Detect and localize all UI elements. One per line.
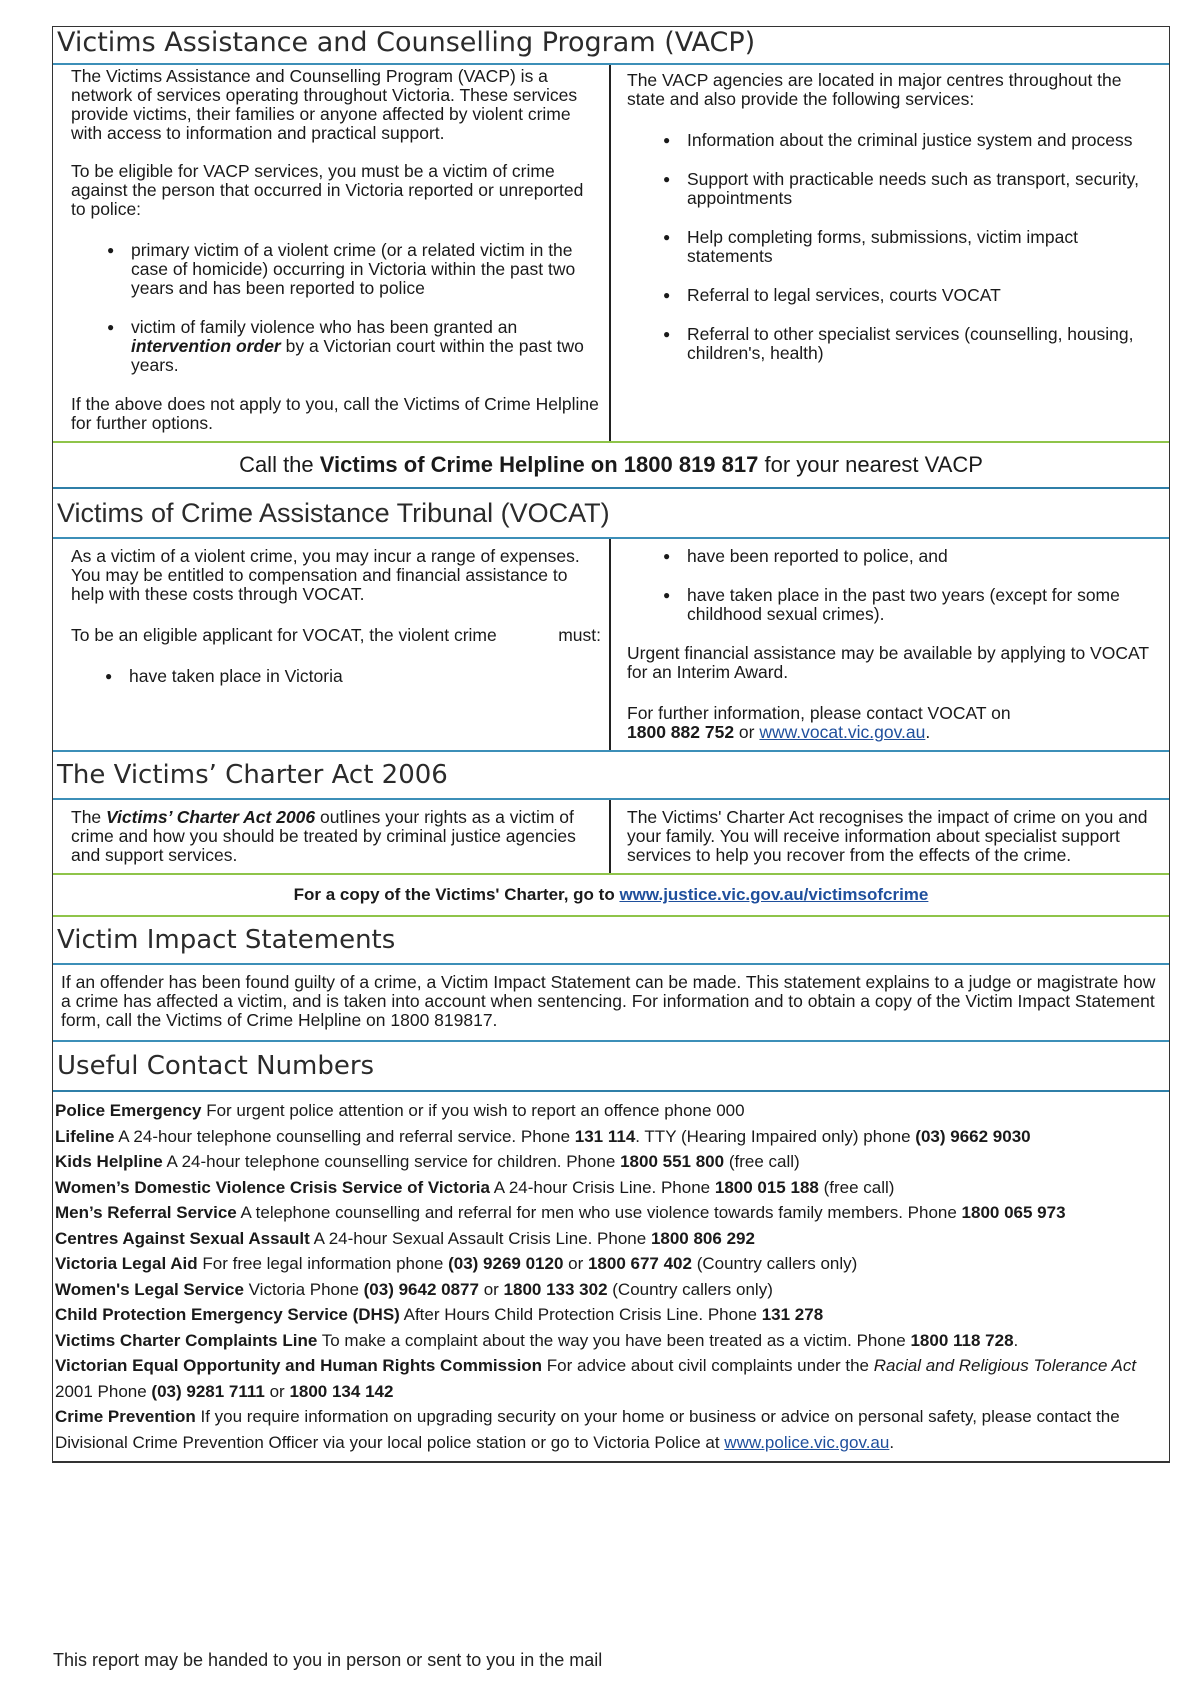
contact-row-womens-legal	[55, 1277, 1165, 1303]
contact-text: A 24-hour telephone counselling service for children. Phone	[162, 1152, 621, 1171]
contact-text: (free call)	[724, 1152, 800, 1171]
police-website-link[interactable]: www.police.vic.gov.au	[724, 1432, 890, 1452]
contact-row-charter-complaints	[55, 1328, 1165, 1354]
contact-phone: 1800 065 973	[961, 1203, 1066, 1222]
contact-text: .	[925, 722, 931, 742]
charter-description	[71, 808, 601, 865]
charter-left-column	[53, 800, 611, 873]
contact-phone: 1800 551 800	[620, 1152, 725, 1171]
vocat-section-title: Victims of Crime Assistance Tribunal (VOCAT)	[53, 489, 1169, 539]
contact-row-lifeline	[55, 1124, 1165, 1150]
list-item: ● have been reported to police, and	[687, 547, 1159, 566]
contact-text: .	[1013, 1330, 1019, 1350]
contact-text: A telephone counselling and referral for men who use violence towards family members. Phone	[236, 1203, 962, 1222]
list-item	[131, 318, 601, 375]
vocat-right-column	[611, 539, 1169, 750]
contact-text: A 24-hour telephone counselling and referral service. Phone	[114, 1126, 575, 1146]
list-item: ● have taken place in the past two years (except for some childhood sexual crimes).	[687, 586, 1159, 624]
vacp-closing: If the above does not apply to you, call the Victims of Crime Helpline for further options.	[71, 394, 599, 433]
contact-phone: 131 114	[574, 1126, 636, 1146]
contact-name: Men’s Referral Service	[55, 1203, 237, 1222]
contact-phone: (03) 9269 0120	[448, 1254, 564, 1273]
impact-body: If an offender has been found guilty of a crime, a Victim Impact Statement can be made. This statement explains to a judge or magistrate how a crime has affected a victim, and is taken into account when sentencing. For information and to obtain a copy of the Victim Impact Statement form, call the Victims of Crime Helpline on 1800 819817.	[53, 965, 1169, 1042]
justice-website-link[interactable]: www.justice.vic.gov.au/victimsofcrime	[619, 885, 929, 904]
list-item: ● Referral to legal services, courts VOCAT	[687, 286, 1159, 305]
eligibility-must: must:	[558, 625, 601, 645]
callout-text: Call the	[239, 452, 320, 477]
vacp-eligibility: To be eligible for VACP services, you must be a victim of crime against the person that occurred in Victoria reported or unreported to police:	[71, 161, 584, 219]
contact-name: Crime Prevention	[55, 1407, 196, 1426]
bullet-text: by a Victorian court within the past two years.	[131, 336, 584, 375]
contact-text: A 24-hour Sexual Assault Crisis Line. Phone	[309, 1228, 651, 1248]
contact-text: To make a complaint about the way you have been treated as a victim. Phone	[317, 1330, 911, 1350]
contact-phone: 1800 118 728	[910, 1330, 1014, 1350]
contact-row-kids-helpline	[55, 1149, 1165, 1175]
vacp-services-intro: The VACP agencies are located in major centres throughout the state and also provide the following services:	[627, 70, 1122, 109]
charter-copy-text: For a copy of the Victims' Charter, go to	[293, 885, 620, 904]
eligibility-text: To be an eligible applicant for VOCAT, the violent crime	[71, 625, 497, 645]
contact-text: Victoria Phone	[243, 1279, 364, 1299]
vacp-left-column	[53, 65, 611, 441]
contact-text: .	[889, 1432, 895, 1452]
contact-name: Child Protection Emergency Service (DHS)	[55, 1305, 400, 1324]
list-item: ● have taken place in Victoria	[129, 667, 601, 686]
contact-row-crime-prevention	[55, 1404, 1165, 1455]
vacp-section	[53, 65, 1169, 443]
charter-section	[53, 800, 1169, 875]
contact-row-womens-dv	[55, 1175, 1165, 1201]
contact-name: Centres Against Sexual Assault	[55, 1228, 310, 1248]
contact-name: Women's Legal Service	[55, 1279, 244, 1299]
list-item: ● Help completing forms, submissions, victim impact statements	[687, 228, 1159, 266]
intervention-order-emphasis: intervention order	[131, 336, 281, 356]
impact-section-title: Victim Impact Statements	[53, 917, 1169, 965]
contact-text: or	[734, 722, 760, 742]
contact-row-legal-aid	[55, 1251, 1165, 1277]
contact-name: Kids Helpline	[55, 1152, 163, 1171]
contact-text: For urgent police attention or if you wish to report an offence phone 000	[201, 1101, 745, 1120]
contact-name: Police Emergency	[55, 1101, 202, 1120]
contact-name: Women’s Domestic Violence Crisis Service of Victoria	[55, 1177, 490, 1197]
charter-section-title: The Victims’ Charter Act 2006	[53, 752, 1169, 800]
contact-text: For further information, please contact VOCAT on	[627, 703, 1011, 723]
bullet-text: victim of family violence who has been granted an	[131, 317, 518, 337]
contact-phone: (03) 9642 0877	[363, 1279, 479, 1299]
contact-phone: 1800 133 302	[503, 1279, 608, 1299]
contact-row-child-protection	[55, 1302, 1165, 1328]
contact-text: . TTY (Hearing Impaired only) phone	[635, 1126, 916, 1146]
vacp-intro: The Victims Assistance and Counselling Program (VACP) is a network of services operating throughout Victoria. These services provide victims, their families or anyone affected by violent crime with access to information and practical support.	[71, 66, 578, 143]
contact-phone: 1800 015 188	[714, 1177, 819, 1197]
victim-info-document	[52, 26, 1170, 1463]
contact-text: 2001 Phone	[55, 1381, 152, 1401]
contact-text: (Country callers only)	[691, 1254, 858, 1273]
contact-text: or	[264, 1381, 290, 1401]
contact-text: After Hours Child Protection Crisis Line. Phone	[399, 1305, 762, 1324]
vocat-website-link[interactable]: www.vocat.vic.gov.au	[759, 722, 926, 742]
vocat-intro: As a victim of a violent crime, you may incur a range of expenses. You may be entitled to compensation and financial assistance to help with these costs through VOCAT.	[71, 546, 580, 604]
list-item: ● Referral to other specialist services (counselling, housing, children's, health)	[687, 325, 1159, 363]
footer-note: This report may be handed to you in person or sent to you in the mail	[53, 1650, 603, 1670]
contact-row-police	[55, 1098, 1165, 1124]
list-item: ● Information about the criminal justice system and process	[687, 131, 1159, 150]
contact-name: Victorian Equal Opportunity and Human Rights Commission	[55, 1356, 543, 1375]
contact-text: A 24-hour Crisis Line. Phone	[489, 1177, 715, 1197]
charter-recognition: The Victims' Charter Act recognises the impact of crime on you and your family. You will receive information about specialist support services to help you recover from the effects of the crime.	[627, 807, 1148, 865]
charter-text: outlines your rights as a victim of crime and how you should be treated by criminal justice agencies and support services.	[71, 807, 576, 865]
contact-text: (free call)	[818, 1177, 895, 1197]
contacts-section-title: Useful Contact Numbers	[53, 1042, 1169, 1092]
vacp-section-title: Victims Assistance and Counselling Program (VACP)	[53, 27, 1169, 65]
contact-row-casa	[55, 1226, 1165, 1252]
contact-text: If you require information on upgrading security on your home or business or advice on personal safety, please contact the Divisional Crime Prevention Officer via your local police station or go to Victoria Police at	[55, 1407, 1120, 1452]
vocat-phone: 1800 882 752	[627, 722, 735, 742]
contact-row-mens-referral	[55, 1200, 1165, 1226]
contact-phone: 1800 677 402	[587, 1254, 692, 1273]
contact-text: (Country callers only)	[607, 1279, 773, 1299]
charter-copy-row	[53, 875, 1169, 917]
contact-phone: (03) 9281 7111	[151, 1381, 265, 1401]
contact-phone: 131 278	[761, 1305, 824, 1324]
vacp-eligibility-list	[71, 241, 601, 375]
vocat-criteria-list	[71, 667, 601, 686]
contact-text: or	[478, 1279, 504, 1299]
contacts-list	[53, 1092, 1169, 1461]
helpline-number: Victims of Crime Helpline on 1800 819 817	[319, 452, 759, 477]
list-item: ● Support with practicable needs such as transport, security, appointments	[687, 170, 1159, 208]
vocat-criteria-list-continued	[627, 547, 1159, 624]
contact-phone: (03) 9662 9030	[915, 1126, 1031, 1146]
vacp-services-list	[627, 131, 1159, 363]
vocat-section	[53, 539, 1169, 752]
callout-text: for your nearest VACP	[758, 452, 983, 477]
contact-text: For free legal information phone	[197, 1254, 449, 1273]
contact-phone: 1800 806 292	[650, 1228, 755, 1248]
contact-text: or	[563, 1254, 588, 1273]
contact-name: Victoria Legal Aid	[55, 1254, 198, 1273]
contact-name: Lifeline	[55, 1126, 115, 1146]
contact-phone: 1800 134 142	[289, 1381, 394, 1401]
vacp-right-column	[611, 65, 1169, 441]
charter-act-emphasis: Victims’ Charter Act 2006	[106, 807, 316, 827]
contact-row-veohrc	[55, 1353, 1165, 1404]
charter-right-column	[611, 800, 1169, 873]
contact-name: Victims Charter Complaints Line	[55, 1330, 318, 1350]
act-name-emphasis: Racial and Religious Tolerance Act	[873, 1356, 1137, 1375]
vocat-contact	[627, 704, 1159, 742]
vocat-eligibility	[71, 626, 601, 645]
contact-text: For advice about civil complaints under the	[542, 1356, 874, 1375]
vocat-interim-award: Urgent financial assistance may be available by applying to VOCAT for an Interim Award.	[627, 643, 1149, 682]
helpline-callout	[53, 443, 1169, 489]
charter-text: The	[71, 807, 107, 827]
list-item: ● primary victim of a violent crime (or a related victim in the case of homicide) occurring in Victoria within the past two years and has been reported to police	[131, 241, 601, 298]
vocat-left-column	[53, 539, 611, 750]
